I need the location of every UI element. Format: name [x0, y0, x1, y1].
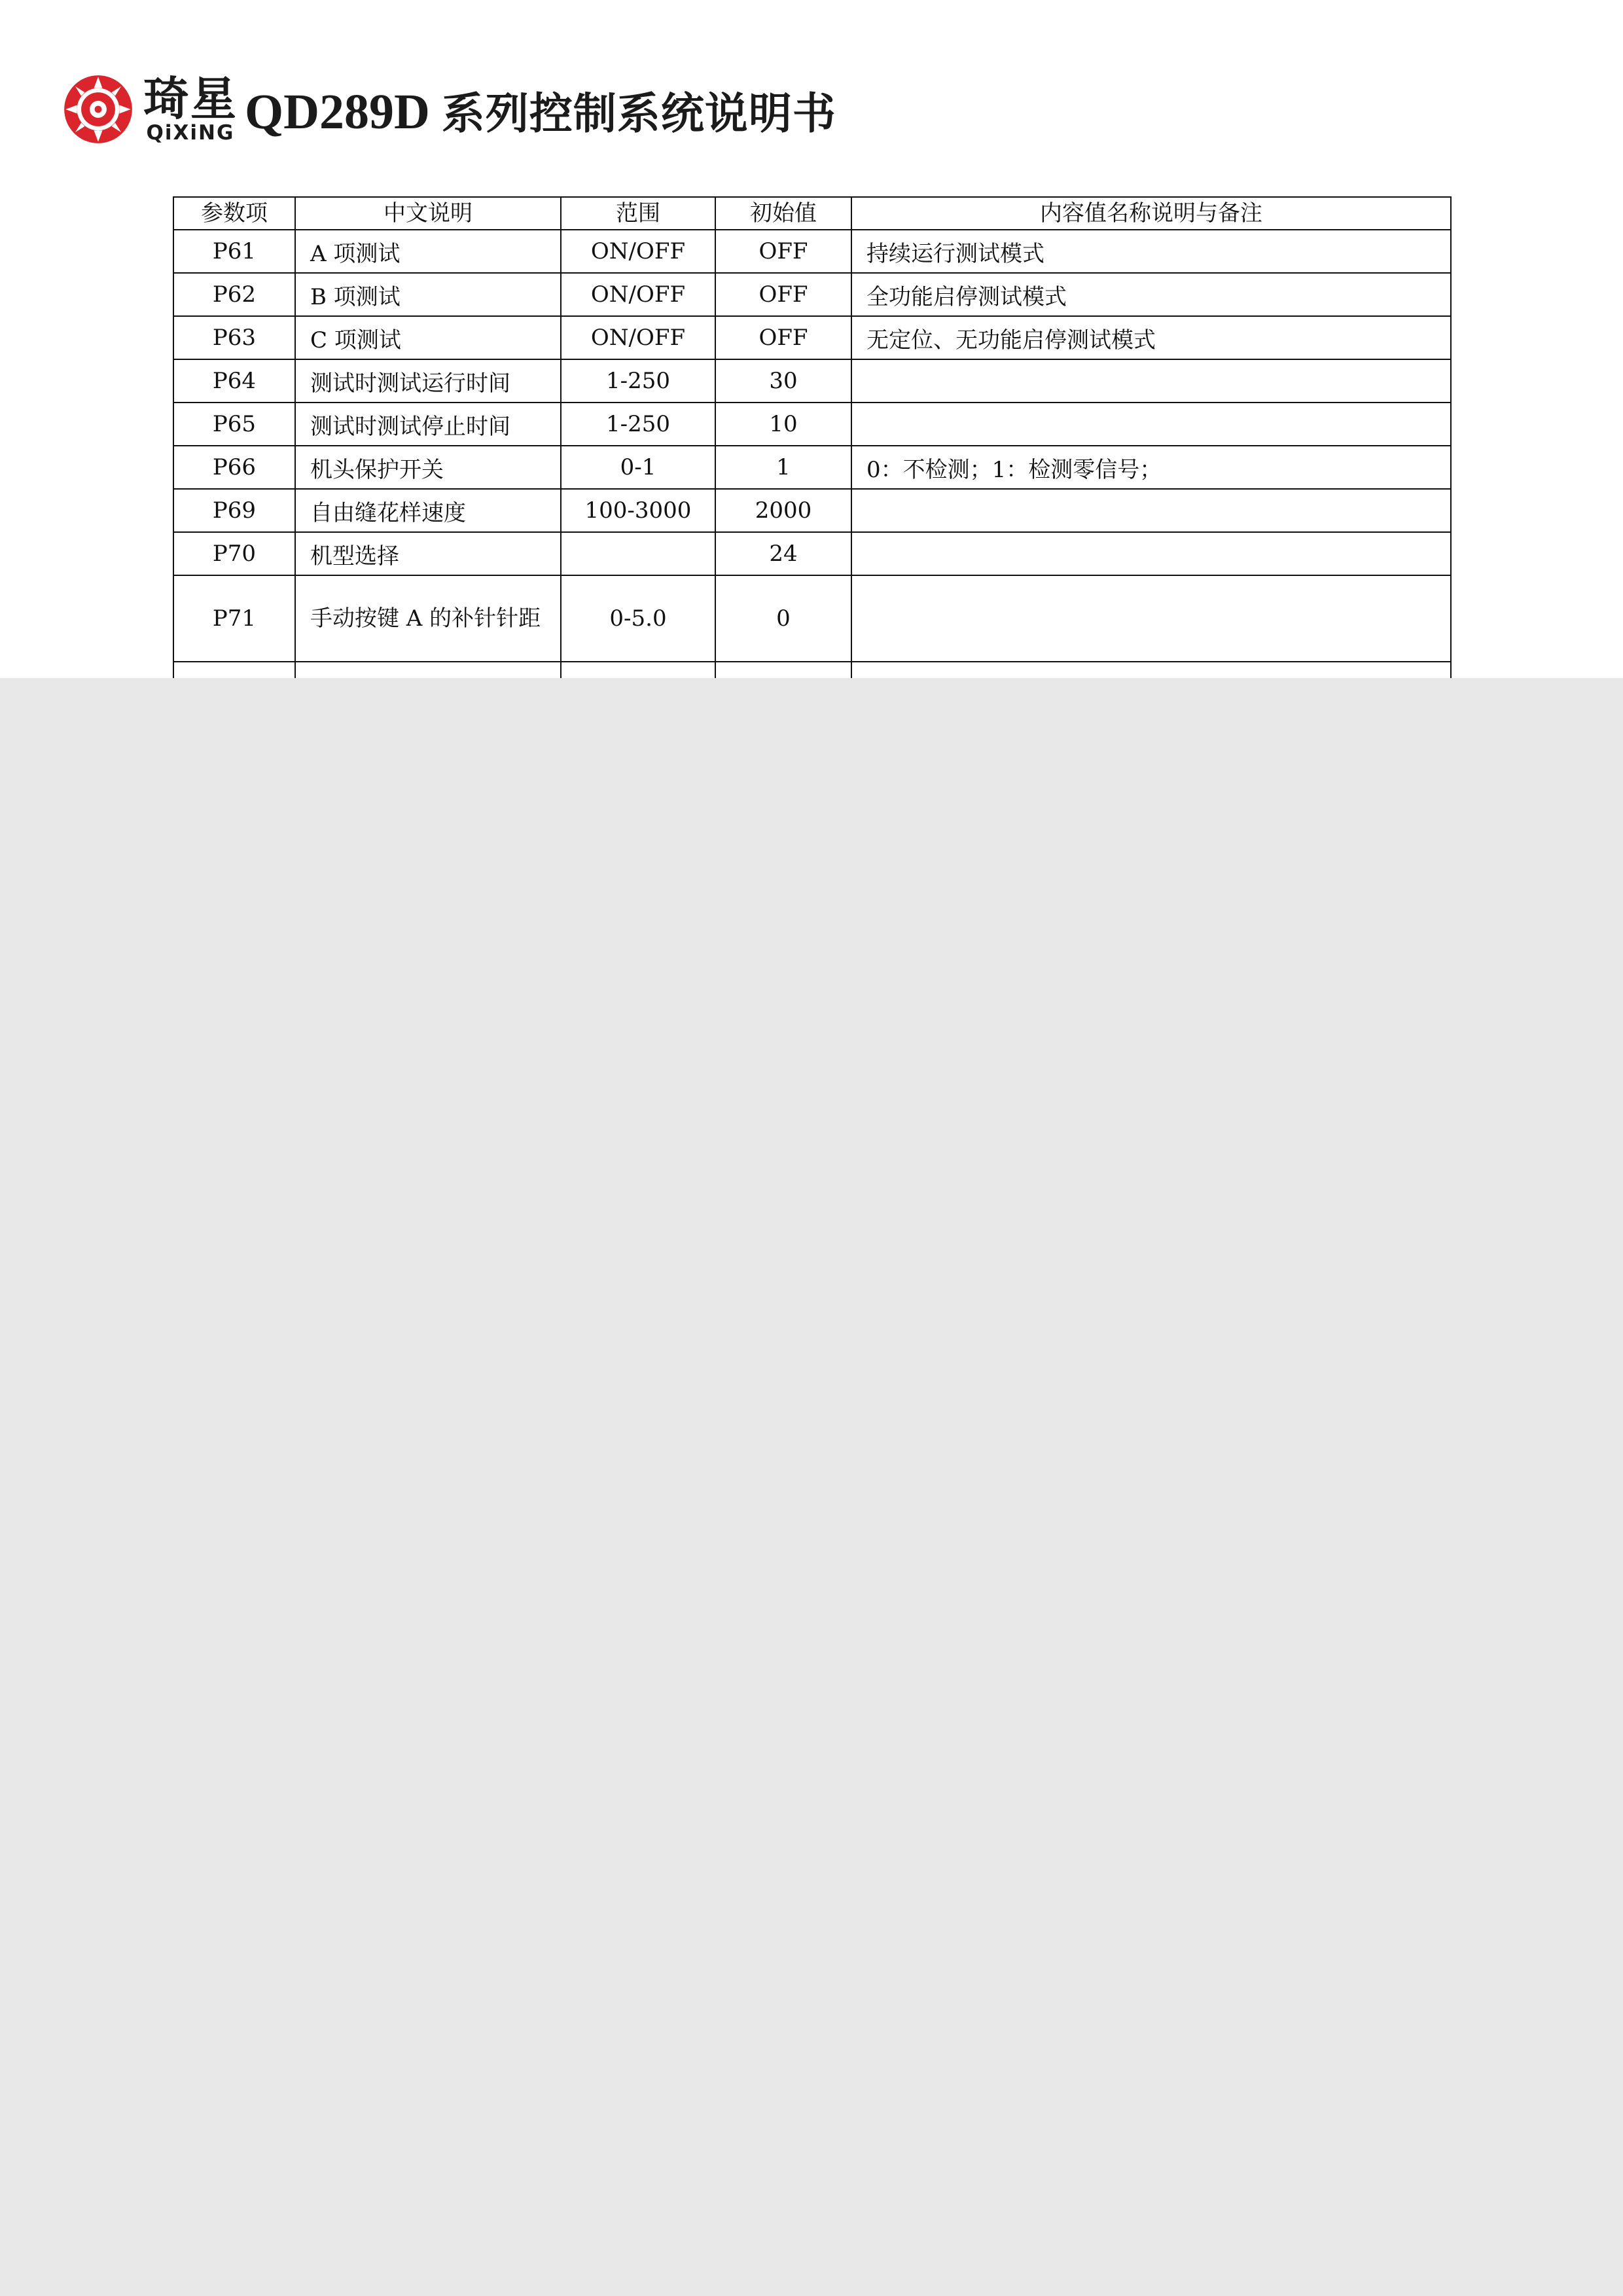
param-initial: OFF — [715, 273, 851, 316]
column-header-notes: 内容值名称说明与备注 — [851, 197, 1451, 230]
param-initial: 1 — [715, 446, 851, 489]
table-row — [173, 489, 1451, 532]
param-id: P66 — [173, 446, 295, 489]
table-row — [173, 446, 1451, 489]
table-row — [173, 273, 1451, 316]
table-row — [173, 359, 1451, 403]
table-row — [173, 230, 1451, 273]
document-page — [0, 0, 1623, 678]
param-range: 0-1 — [561, 446, 715, 489]
param-description: 测试时测试停止时间 — [295, 403, 561, 446]
param-id: P70 — [173, 532, 295, 575]
truncated-cell — [295, 662, 561, 678]
param-range: 0-5.0 — [561, 575, 715, 662]
table-row — [173, 532, 1451, 575]
truncated-cell — [561, 662, 715, 678]
param-range: 1-250 — [561, 403, 715, 446]
table-row-truncated — [173, 662, 1451, 678]
column-header-initial: 初始值 — [715, 197, 851, 230]
param-range: 100-3000 — [561, 489, 715, 532]
param-id: P71 — [173, 575, 295, 662]
brand-wordmark — [141, 72, 240, 145]
param-note — [851, 575, 1451, 662]
column-header-range: 范围 — [561, 197, 715, 230]
param-description: 手动按键 A 的补针针距 — [295, 575, 561, 662]
table-row — [173, 575, 1451, 662]
param-note — [851, 359, 1451, 403]
param-initial: 24 — [715, 532, 851, 575]
param-note: 0：不检测；1：检测零信号； — [851, 446, 1451, 489]
param-id: P61 — [173, 230, 295, 273]
param-range: ON/OFF — [561, 273, 715, 316]
param-id: P65 — [173, 403, 295, 446]
param-initial: 0 — [715, 575, 851, 662]
param-range: ON/OFF — [561, 230, 715, 273]
document-title-text: 系列控制系统说明书 — [441, 88, 836, 139]
param-description: 机型选择 — [295, 532, 561, 575]
page-header — [63, 73, 836, 145]
param-description: 测试时测试运行时间 — [295, 359, 561, 403]
param-note — [851, 532, 1451, 575]
param-note — [851, 403, 1451, 446]
truncated-cell — [173, 662, 295, 678]
param-description: C 项测试 — [295, 316, 561, 359]
qixing-logo-icon — [63, 74, 134, 145]
param-note: 全功能启停测试模式 — [851, 273, 1451, 316]
column-header-param: 参数项 — [173, 197, 295, 230]
table-row — [173, 403, 1451, 446]
param-initial: 2000 — [715, 489, 851, 532]
document-title-model: QD289D — [245, 84, 430, 139]
param-range: ON/OFF — [561, 316, 715, 359]
truncated-cell — [851, 662, 1451, 678]
param-id: P62 — [173, 273, 295, 316]
param-initial: OFF — [715, 316, 851, 359]
param-description: 自由缝花样速度 — [295, 489, 561, 532]
param-note: 持续运行测试模式 — [851, 230, 1451, 273]
unrendered-area — [0, 678, 1623, 2296]
param-id: P64 — [173, 359, 295, 403]
brand-name-en: QiXiNG — [146, 121, 235, 145]
param-description: 机头保护开关 — [295, 446, 561, 489]
param-initial: 10 — [715, 403, 851, 446]
param-range: 1-250 — [561, 359, 715, 403]
param-description: A 项测试 — [295, 230, 561, 273]
param-description: B 项测试 — [295, 273, 561, 316]
param-note: 无定位、无功能启停测试模式 — [851, 316, 1451, 359]
param-initial: 30 — [715, 359, 851, 403]
param-id: P63 — [173, 316, 295, 359]
table-header-row — [173, 197, 1451, 230]
param-id: P69 — [173, 489, 295, 532]
param-range — [561, 532, 715, 575]
param-initial: OFF — [715, 230, 851, 273]
table-row — [173, 316, 1451, 359]
column-header-description: 中文说明 — [295, 197, 561, 230]
document-title — [245, 79, 836, 141]
brand-name-cn: 琦星 — [143, 72, 238, 126]
parameter-table — [173, 196, 1452, 678]
param-note — [851, 489, 1451, 532]
truncated-cell — [715, 662, 851, 678]
